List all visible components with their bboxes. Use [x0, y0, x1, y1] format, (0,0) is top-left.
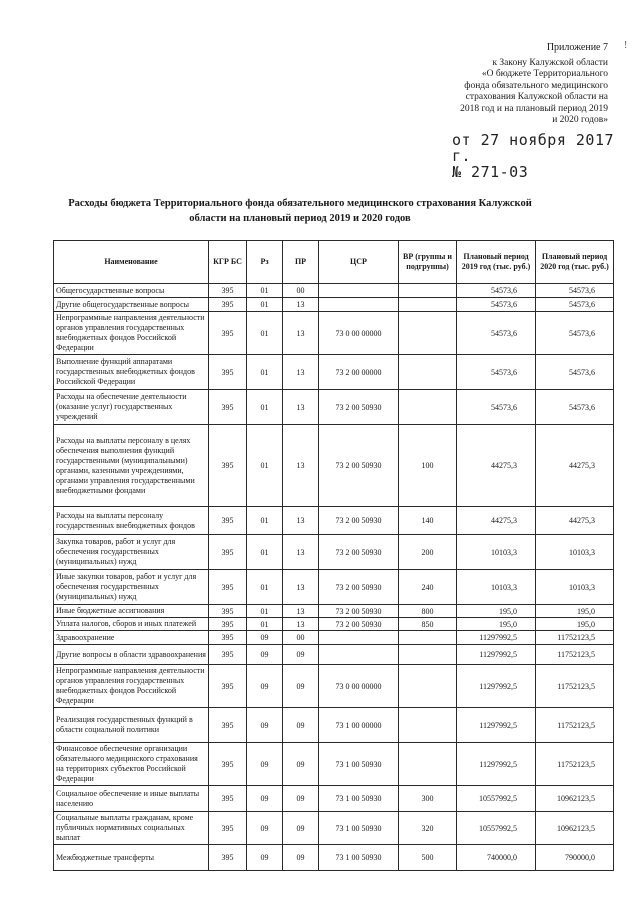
cell-plan-2020: 10103,3 — [536, 535, 614, 570]
cell-name: Расходы на выплаты персоналу государственных внебюджетных фондов — [54, 507, 209, 535]
cell-name: Здравоохранение — [54, 631, 209, 645]
cell-pr: 13 — [283, 535, 319, 570]
cell-vr: 850 — [399, 618, 457, 631]
cell-plan-2019: 54573,6 — [457, 284, 536, 298]
cell-vr — [399, 390, 457, 425]
appendix-line: «О бюджете Территориального — [481, 69, 608, 79]
cell-rz: 09 — [247, 786, 283, 812]
cell-plan-2019: 54573,6 — [457, 298, 536, 312]
table-row — [54, 812, 614, 845]
cell-name: Расходы на обеспечение деятельности (оказание услуг) государственных учреждений — [54, 390, 209, 425]
table-row — [54, 708, 614, 743]
cell-plan-2020: 54573,6 — [536, 312, 614, 355]
cell-vr: 300 — [399, 786, 457, 812]
cell-plan-2019: 54573,6 — [457, 312, 536, 355]
cell-rz: 09 — [247, 645, 283, 665]
cell-csr: 73 1 00 50930 — [319, 786, 399, 812]
cell-rz: 09 — [247, 812, 283, 845]
cell-name: Реализация государственных функций в области социальной политики — [54, 708, 209, 743]
cell-name: Финансовое обеспечение организации обязательного медицинского страхования на территориях субъектов Российской Федерации — [54, 743, 209, 786]
cell-csr — [319, 298, 399, 312]
cell-rz: 01 — [247, 298, 283, 312]
stamp-date: от 27 ноября 2017 г. — [452, 131, 615, 165]
cell-plan-2020: 11752123,5 — [536, 708, 614, 743]
cell-csr: 73 0 00 00000 — [319, 312, 399, 355]
cell-csr: 73 2 00 50930 — [319, 618, 399, 631]
cell-rz: 01 — [247, 355, 283, 390]
cell-kgr: 395 — [209, 786, 247, 812]
cell-kgr: 395 — [209, 665, 247, 708]
cell-csr: 73 2 00 50930 — [319, 570, 399, 605]
cell-csr: 73 1 00 50930 — [319, 845, 399, 871]
cell-kgr: 395 — [209, 507, 247, 535]
cell-plan-2019: 10103,3 — [457, 570, 536, 605]
cell-pr: 13 — [283, 570, 319, 605]
cell-vr: 140 — [399, 507, 457, 535]
cell-rz: 01 — [247, 312, 283, 355]
table-row — [54, 535, 614, 570]
cell-csr: 73 2 00 50930 — [319, 535, 399, 570]
cell-vr: 240 — [399, 570, 457, 605]
cell-csr: 73 2 00 50930 — [319, 507, 399, 535]
cell-rz: 09 — [247, 708, 283, 743]
appendix-line: фонда обязательного медицинского — [464, 80, 608, 91]
cell-kgr: 395 — [209, 570, 247, 605]
cell-plan-2019: 54573,6 — [457, 390, 536, 425]
cell-plan-2020: 11752123,5 — [536, 645, 614, 665]
cell-vr — [399, 645, 457, 665]
cell-plan-2019: 740000,0 — [457, 845, 536, 871]
table-row — [54, 618, 614, 631]
header-plan-2019: Плановый период 2019 год (тыс. руб.) — [457, 241, 536, 284]
header-name: Наименование — [54, 241, 209, 284]
cell-kgr: 395 — [209, 645, 247, 665]
document-title — [40, 196, 560, 226]
cell-csr: 73 2 00 50930 — [319, 605, 399, 618]
table-body — [54, 284, 614, 871]
cell-pr: 13 — [283, 298, 319, 312]
cell-plan-2019: 195,0 — [457, 605, 536, 618]
cell-plan-2019: 11297992,5 — [457, 665, 536, 708]
cell-pr: 09 — [283, 845, 319, 871]
cell-plan-2020: 11752123,5 — [536, 743, 614, 786]
cell-kgr: 395 — [209, 390, 247, 425]
table-row — [54, 631, 614, 645]
table-row — [54, 312, 614, 355]
table-row — [54, 507, 614, 535]
cell-vr — [399, 284, 457, 298]
cell-pr: 13 — [283, 425, 319, 507]
cell-csr: 73 1 00 50930 — [319, 743, 399, 786]
cell-kgr: 395 — [209, 743, 247, 786]
header-pr: ПР — [283, 241, 319, 284]
cell-csr: 73 2 00 50930 — [319, 425, 399, 507]
cell-pr: 09 — [283, 665, 319, 708]
table-header-row — [54, 241, 614, 284]
cell-name: Общегосударственные вопросы — [54, 284, 209, 298]
cell-kgr: 395 — [209, 605, 247, 618]
table-row — [54, 743, 614, 786]
cell-plan-2020: 54573,6 — [536, 390, 614, 425]
cell-pr: 13 — [283, 312, 319, 355]
cell-name: Другие вопросы в области здравоохранения — [54, 645, 209, 665]
cell-kgr: 395 — [209, 812, 247, 845]
cell-vr — [399, 708, 457, 743]
cell-rz: 09 — [247, 845, 283, 871]
document-title-line: Расходы бюджета Территориального фонда обязательного медицинского страхования Калужской — [68, 198, 532, 209]
cell-kgr: 395 — [209, 425, 247, 507]
cell-pr: 13 — [283, 507, 319, 535]
cell-name: Межбюджетные трансферты — [54, 845, 209, 871]
cell-csr: 73 0 00 00000 — [319, 665, 399, 708]
header-csr: ЦСР — [319, 241, 399, 284]
cell-pr: 09 — [283, 812, 319, 845]
header-kgr: КГР БС — [209, 241, 247, 284]
cell-name: Закупка товаров, работ и услуг для обеспечения государственных (муниципальных) нужд — [54, 535, 209, 570]
cell-rz: 01 — [247, 425, 283, 507]
cell-rz: 09 — [247, 631, 283, 645]
appendix-block — [430, 42, 608, 127]
cell-vr — [399, 355, 457, 390]
cell-vr — [399, 665, 457, 708]
appendix-lines — [430, 58, 608, 127]
cell-vr: 800 — [399, 605, 457, 618]
cell-plan-2020: 10103,3 — [536, 570, 614, 605]
cell-kgr: 395 — [209, 535, 247, 570]
cell-vr — [399, 312, 457, 355]
table-row — [54, 665, 614, 708]
appendix-line: и 2020 годов» — [552, 115, 608, 125]
cell-pr: 09 — [283, 743, 319, 786]
cell-plan-2020: 54573,6 — [536, 355, 614, 390]
cell-plan-2020: 195,0 — [536, 605, 614, 618]
cell-vr — [399, 298, 457, 312]
header-vr: ВР (группы и подгруппы) — [399, 241, 457, 284]
table-row — [54, 605, 614, 618]
cell-kgr: 395 — [209, 845, 247, 871]
cell-csr: 73 2 00 50930 — [319, 390, 399, 425]
law-stamp — [452, 132, 640, 180]
document-title-line: области на плановый период 2019 и 2020 годов — [189, 213, 411, 224]
cell-name: Уплата налогов, сборов и иных платежей — [54, 618, 209, 631]
cell-pr: 13 — [283, 390, 319, 425]
cell-csr: 73 1 00 50930 — [319, 812, 399, 845]
table-row — [54, 845, 614, 871]
stamp-number: № 271-03 — [452, 163, 529, 181]
cell-plan-2019: 11297992,5 — [457, 631, 536, 645]
header-plan-2020: Плановый период 2020 год (тыс. руб.) — [536, 241, 614, 284]
cell-plan-2019: 11297992,5 — [457, 645, 536, 665]
cell-plan-2020: 195,0 — [536, 618, 614, 631]
cell-plan-2020: 44275,3 — [536, 425, 614, 507]
cell-rz: 01 — [247, 284, 283, 298]
cell-pr: 13 — [283, 355, 319, 390]
cell-vr: 320 — [399, 812, 457, 845]
cell-kgr: 395 — [209, 631, 247, 645]
cell-plan-2019: 44275,3 — [457, 425, 536, 507]
table-row — [54, 786, 614, 812]
table-row — [54, 284, 614, 298]
cell-pr: 09 — [283, 708, 319, 743]
cell-plan-2020: 10962123,5 — [536, 786, 614, 812]
cell-pr: 09 — [283, 645, 319, 665]
cell-name: Иные закупки товаров, работ и услуг для обеспечения государственных (муниципальных) нужд — [54, 570, 209, 605]
cell-csr: 73 1 00 00000 — [319, 708, 399, 743]
cell-rz: 01 — [247, 605, 283, 618]
cell-plan-2019: 11297992,5 — [457, 743, 536, 786]
cell-name: Другие общегосударственные вопросы — [54, 298, 209, 312]
cell-plan-2019: 195,0 — [457, 618, 536, 631]
cell-kgr: 395 — [209, 312, 247, 355]
cell-plan-2019: 54573,6 — [457, 355, 536, 390]
cell-plan-2019: 11297992,5 — [457, 708, 536, 743]
cell-kgr: 395 — [209, 284, 247, 298]
cell-plan-2019: 10103,3 — [457, 535, 536, 570]
cell-vr — [399, 631, 457, 645]
cell-kgr: 395 — [209, 618, 247, 631]
cell-plan-2019: 10557992,5 — [457, 812, 536, 845]
cell-plan-2020: 44275,3 — [536, 507, 614, 535]
cell-vr: 200 — [399, 535, 457, 570]
appendix-title: Приложение 7 — [546, 42, 608, 53]
cell-kgr: 395 — [209, 708, 247, 743]
table-row — [54, 298, 614, 312]
cell-rz: 01 — [247, 535, 283, 570]
appendix-line: 2018 год и на плановый период 2019 — [460, 103, 608, 114]
cell-plan-2020: 11752123,5 — [536, 631, 614, 645]
cell-plan-2020: 10962123,5 — [536, 812, 614, 845]
table-row — [54, 570, 614, 605]
cell-plan-2020: 54573,6 — [536, 298, 614, 312]
cell-name: Социальное обеспечение и иные выплаты населению — [54, 786, 209, 812]
cell-plan-2020: 790000,0 — [536, 845, 614, 871]
cell-name: Непрограммные направления деятельности органов управления государственных внебюджетных фондов Российской Федерации — [54, 665, 209, 708]
cell-csr — [319, 645, 399, 665]
appendix-line: страхования Калужской области на — [465, 92, 608, 102]
table-row — [54, 645, 614, 665]
cell-name: Непрограммные направления деятельности органов управления государственных внебюджетных фондов Российской Федерации — [54, 312, 209, 355]
cell-pr: 00 — [283, 284, 319, 298]
header-rz: Рз — [247, 241, 283, 284]
cell-rz: 01 — [247, 618, 283, 631]
cell-plan-2020: 54573,6 — [536, 284, 614, 298]
cell-rz: 01 — [247, 570, 283, 605]
cell-pr: 00 — [283, 631, 319, 645]
cell-pr: 09 — [283, 786, 319, 812]
cell-plan-2020: 11752123,5 — [536, 665, 614, 708]
table-row — [54, 355, 614, 390]
cell-name: Выполнение функций аппаратами государственных внебюджетных фондов Российской Федерации — [54, 355, 209, 390]
cell-kgr: 395 — [209, 355, 247, 390]
cell-vr — [399, 743, 457, 786]
appendix-line: к Закону Калужской области — [492, 57, 608, 68]
cell-pr: 13 — [283, 605, 319, 618]
cell-name: Иные бюджетные ассигнования — [54, 605, 209, 618]
cell-vr: 100 — [399, 425, 457, 507]
cell-rz: 01 — [247, 507, 283, 535]
cell-csr: 73 2 00 00000 — [319, 355, 399, 390]
cell-rz: 09 — [247, 665, 283, 708]
cell-name: Расходы на выплаты персоналу в целях обеспечения выполнения функций государственными (муниципальными) органами, казенными учреждениями, органами управления государственными внебюджетными фондами — [54, 425, 209, 507]
cell-rz: 09 — [247, 743, 283, 786]
edge-mark: ! — [624, 40, 628, 51]
table-row — [54, 390, 614, 425]
cell-csr — [319, 284, 399, 298]
cell-kgr: 395 — [209, 298, 247, 312]
budget-table — [53, 240, 614, 871]
cell-plan-2019: 10557992,5 — [457, 786, 536, 812]
cell-pr: 13 — [283, 618, 319, 631]
cell-name: Социальные выплаты гражданам, кроме публичных нормативных социальных выплат — [54, 812, 209, 845]
cell-vr: 500 — [399, 845, 457, 871]
cell-rz: 01 — [247, 390, 283, 425]
cell-plan-2019: 44275,3 — [457, 507, 536, 535]
table-row — [54, 425, 614, 507]
cell-csr — [319, 631, 399, 645]
